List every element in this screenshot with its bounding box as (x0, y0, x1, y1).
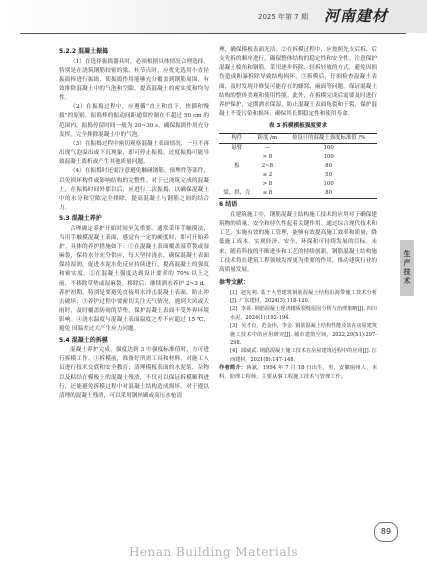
table-header-cell: 跨度 /m (257, 135, 278, 142)
section-5-2-2-heading: 5.2.2 混凝土振捣 (59, 48, 109, 55)
reference-item (219, 322, 377, 347)
table-row (219, 144, 377, 154)
reference-number: [3] (230, 323, 238, 330)
table-cell: ≤ 2 (262, 172, 273, 179)
section-side-tag: 生产技术 (400, 240, 414, 296)
section-5-4-heading: 5.4 混凝土的拆模 (59, 336, 108, 344)
journal-brand: 河南建材 (324, 7, 389, 25)
reference-text: 邱威武. 钢筋混凝土施工技术在房屋建筑近程中的应用[J]. 江西建材，2021(8):147-148. (230, 348, 377, 363)
issue-label: 2025 年第 7 期 (258, 13, 308, 21)
table-header-cell: 按设计的混凝土强度标准值 /% (291, 135, 366, 142)
reference-text: 李哥. 钢筋混凝土现浇楼板裂缝原因分析与治理策略[J]. 四川水泥，2024(1):192-194. (230, 306, 377, 321)
footer-brand: Henan Building Materials (128, 545, 299, 559)
section-5-3-heading: 5.3 混凝土养护 (59, 215, 102, 223)
table-cell: 2~8 (261, 163, 274, 170)
table-title: 表 3 拆模模板强度要求 (268, 123, 328, 130)
table-cell: 100 (323, 145, 334, 152)
table-cell: 梁、拱、壳 (223, 190, 251, 197)
section-6-heading: 6 结语 (219, 201, 238, 209)
table-row (219, 153, 377, 162)
table-row (219, 180, 377, 189)
table-cell (219, 153, 255, 162)
table-header-cell: 构件 (231, 135, 243, 142)
paragraph: 在建筑施工中，钢筋混凝土结构施工技术的应用对于确保建筑物的质量、安全和持久性起着关键作用。通过综合现代技术和工艺，实施有效的施工管理，能够有效提高施工效率和质量，降低施工成本，实现经济、安全、环保和可持续发展的目标。未来，随着科技的不断进步和工艺的持续创新，钢筋混凝土结构施工技术将在建筑工程领域发挥更为重要的作用，推动建筑行业的高质量发展。 (219, 211, 377, 273)
reference-item (219, 289, 377, 306)
paragraph: （1）在选择振捣器具时，必须根据具体情况合理选择，特别是在浇筑钢筋较密的梁、柱节点时，应优先选用小直径振捣棒进行振捣，使振捣作用能够充分覆盖到钢筋周围，有效排除混凝土中的气泡和空隙，提高混凝土的密实度和均匀性。 (59, 58, 209, 102)
author-heading: 作者简介： (219, 365, 247, 372)
page-number: 89 (374, 522, 398, 542)
table-cell: 100 (323, 181, 334, 188)
references-heading: 参考文献： (219, 279, 250, 286)
table-cell: 悬臂 (231, 145, 243, 152)
author-line (219, 364, 377, 381)
page-header (0, 0, 427, 38)
formwork-strength-table (219, 133, 377, 199)
reference-text: 赵宪利. 基于大型建筑钢筋混凝土结构沿海带施工技术分析[J]. 广东建材，2024(3):118-120. (230, 289, 377, 304)
header-rule (20, 33, 406, 34)
table-cell (219, 180, 255, 189)
table-cell: 80 (325, 190, 333, 197)
table-cell: 100 (323, 154, 334, 161)
reference-item (219, 347, 377, 364)
table-cell: 80 (325, 163, 333, 170)
author-text: 蒋斌，1994 年 7 月 18 日出生，男，安徽宿州人，本科，助理工程师，主要从事工程施工技术与管理工作。 (219, 365, 377, 380)
table-row (219, 189, 377, 199)
paragraph: 合理确定养护开始时间至关重要。通常采用手触摸法，当用手触摸混凝土表面，感觉有一定的硬度时，即可开始养护。具体的养护措施如下：①在混凝土表面覆盖湿草袋或湿麻袋，保持水分充分供应，每天坚持浇水，确保混凝土表面保持湿润。促进水泥水化反应持续进行，提高混凝土的强度和密实度。②在混凝土强度达到设计要求的 70% 以上之前，不移除草垫或湿麻袋。移除后，继续洒水养护 2~3 d。养护初期，特别是要避免直接用水冲击混凝土表面，防止冲击破坏；③养护过程中要密切关注天气情况，遇到大风或大雨时，及时覆盖防雨的草垫，保护混凝土表面不受外界环境影响。④浇水温度与混凝土表面温度之差不应超过 15 ℃，避免 因温差过大产生应力问题。 (59, 225, 209, 333)
reference-number: [4] (230, 348, 238, 355)
reference-number: [2] (230, 306, 238, 313)
references (219, 278, 377, 364)
table-cell: > 8 (262, 154, 273, 161)
paragraph: 混凝土养护完成，强度达到 3 中强度标准值时，方可进行拆模工作。①拆模前，准备好所需工具和材料，对施工人员进行技术交底和安全教育；清理模板表面的水泥浆、杂物以及粘结在模板上的混凝土残渣，不仅可以保证拆模顺利进行，还能避免拆模过程中对混凝土结构造成损坏。对于遵以清理的混凝土残渣，可以采用钢丝刷或高压水枪清 (59, 347, 209, 399)
paragraph: 理，确保模板表面光洁。②在拆模过程中，应按照先支后拆、后支先拆的顺序进行，确保整体结构的稳定性和安全性。注意保护混凝土棱角和钢筋，采用逐步拆除、轻拆轻放的方式，避免因损伤造成粗暴拆除导致结构损坏。③拆模后，仔细检查混凝土表面，及时发现并修复可能存在的蜂窝、麻面等问题，保证混凝土结构的整体美观和使用性能。此外，在拆模完成后需要及时进行养护保护，定期洒水保湿，防止混凝土表面龟裂和干裂，保护混凝土不受污染和损坏，确保其长期稳定性和使用寿命。 (219, 47, 377, 118)
table-cell: 板 (234, 163, 240, 170)
table-cell (219, 171, 255, 180)
table-row (219, 162, 377, 171)
reference-item (219, 305, 377, 322)
table-row (219, 171, 377, 180)
reference-number: [1] (230, 289, 238, 296)
reference-text: 吴才有，范金伟，李金. 钢筋混凝土结构性能及其在房屋建筑施工技术中的应用研究[J]. 城市建筑空间，2022,29(S1):297-298. (230, 323, 377, 346)
table-cell: ≤ 8 (262, 190, 273, 197)
author-bio (219, 364, 377, 381)
left-column (59, 46, 209, 401)
paragraph: （3）在振捣过程中密切观察混凝土表面情况，一旦不再出现气泡溢出或下沉现象，即可停止振捣。过度振捣可能导致混凝土离析或产生其他质量问题。 (59, 140, 209, 166)
table-cell: 50 (325, 172, 333, 179)
paragraph: （4）在振捣时还需注意避免触碰钢筋、预埋件等部件，以免损坏构件或影响结构的完整性。对于已浇筑完成的混凝土，在振捣时间外那以后，应进行二次振捣，以确保混凝土中的水分和空隙完全排除，提高混凝土与钢筋之间的结合力。 (59, 168, 209, 211)
table-cell: — (264, 145, 271, 152)
paragraph: （2）在振捣过程中，应遵循“直上和直下，快插和慢拔”的原则。振捣棒的振动间距通常控制在不超过 50 cm 的范围内，振捣停留时间一般为 20~30 s，确保振捣作用充分发挥，完全排除混凝土中的气泡。 (59, 104, 209, 138)
table-header-row (219, 134, 377, 144)
right-column (219, 46, 377, 381)
table-cell: > 8 (262, 181, 273, 188)
